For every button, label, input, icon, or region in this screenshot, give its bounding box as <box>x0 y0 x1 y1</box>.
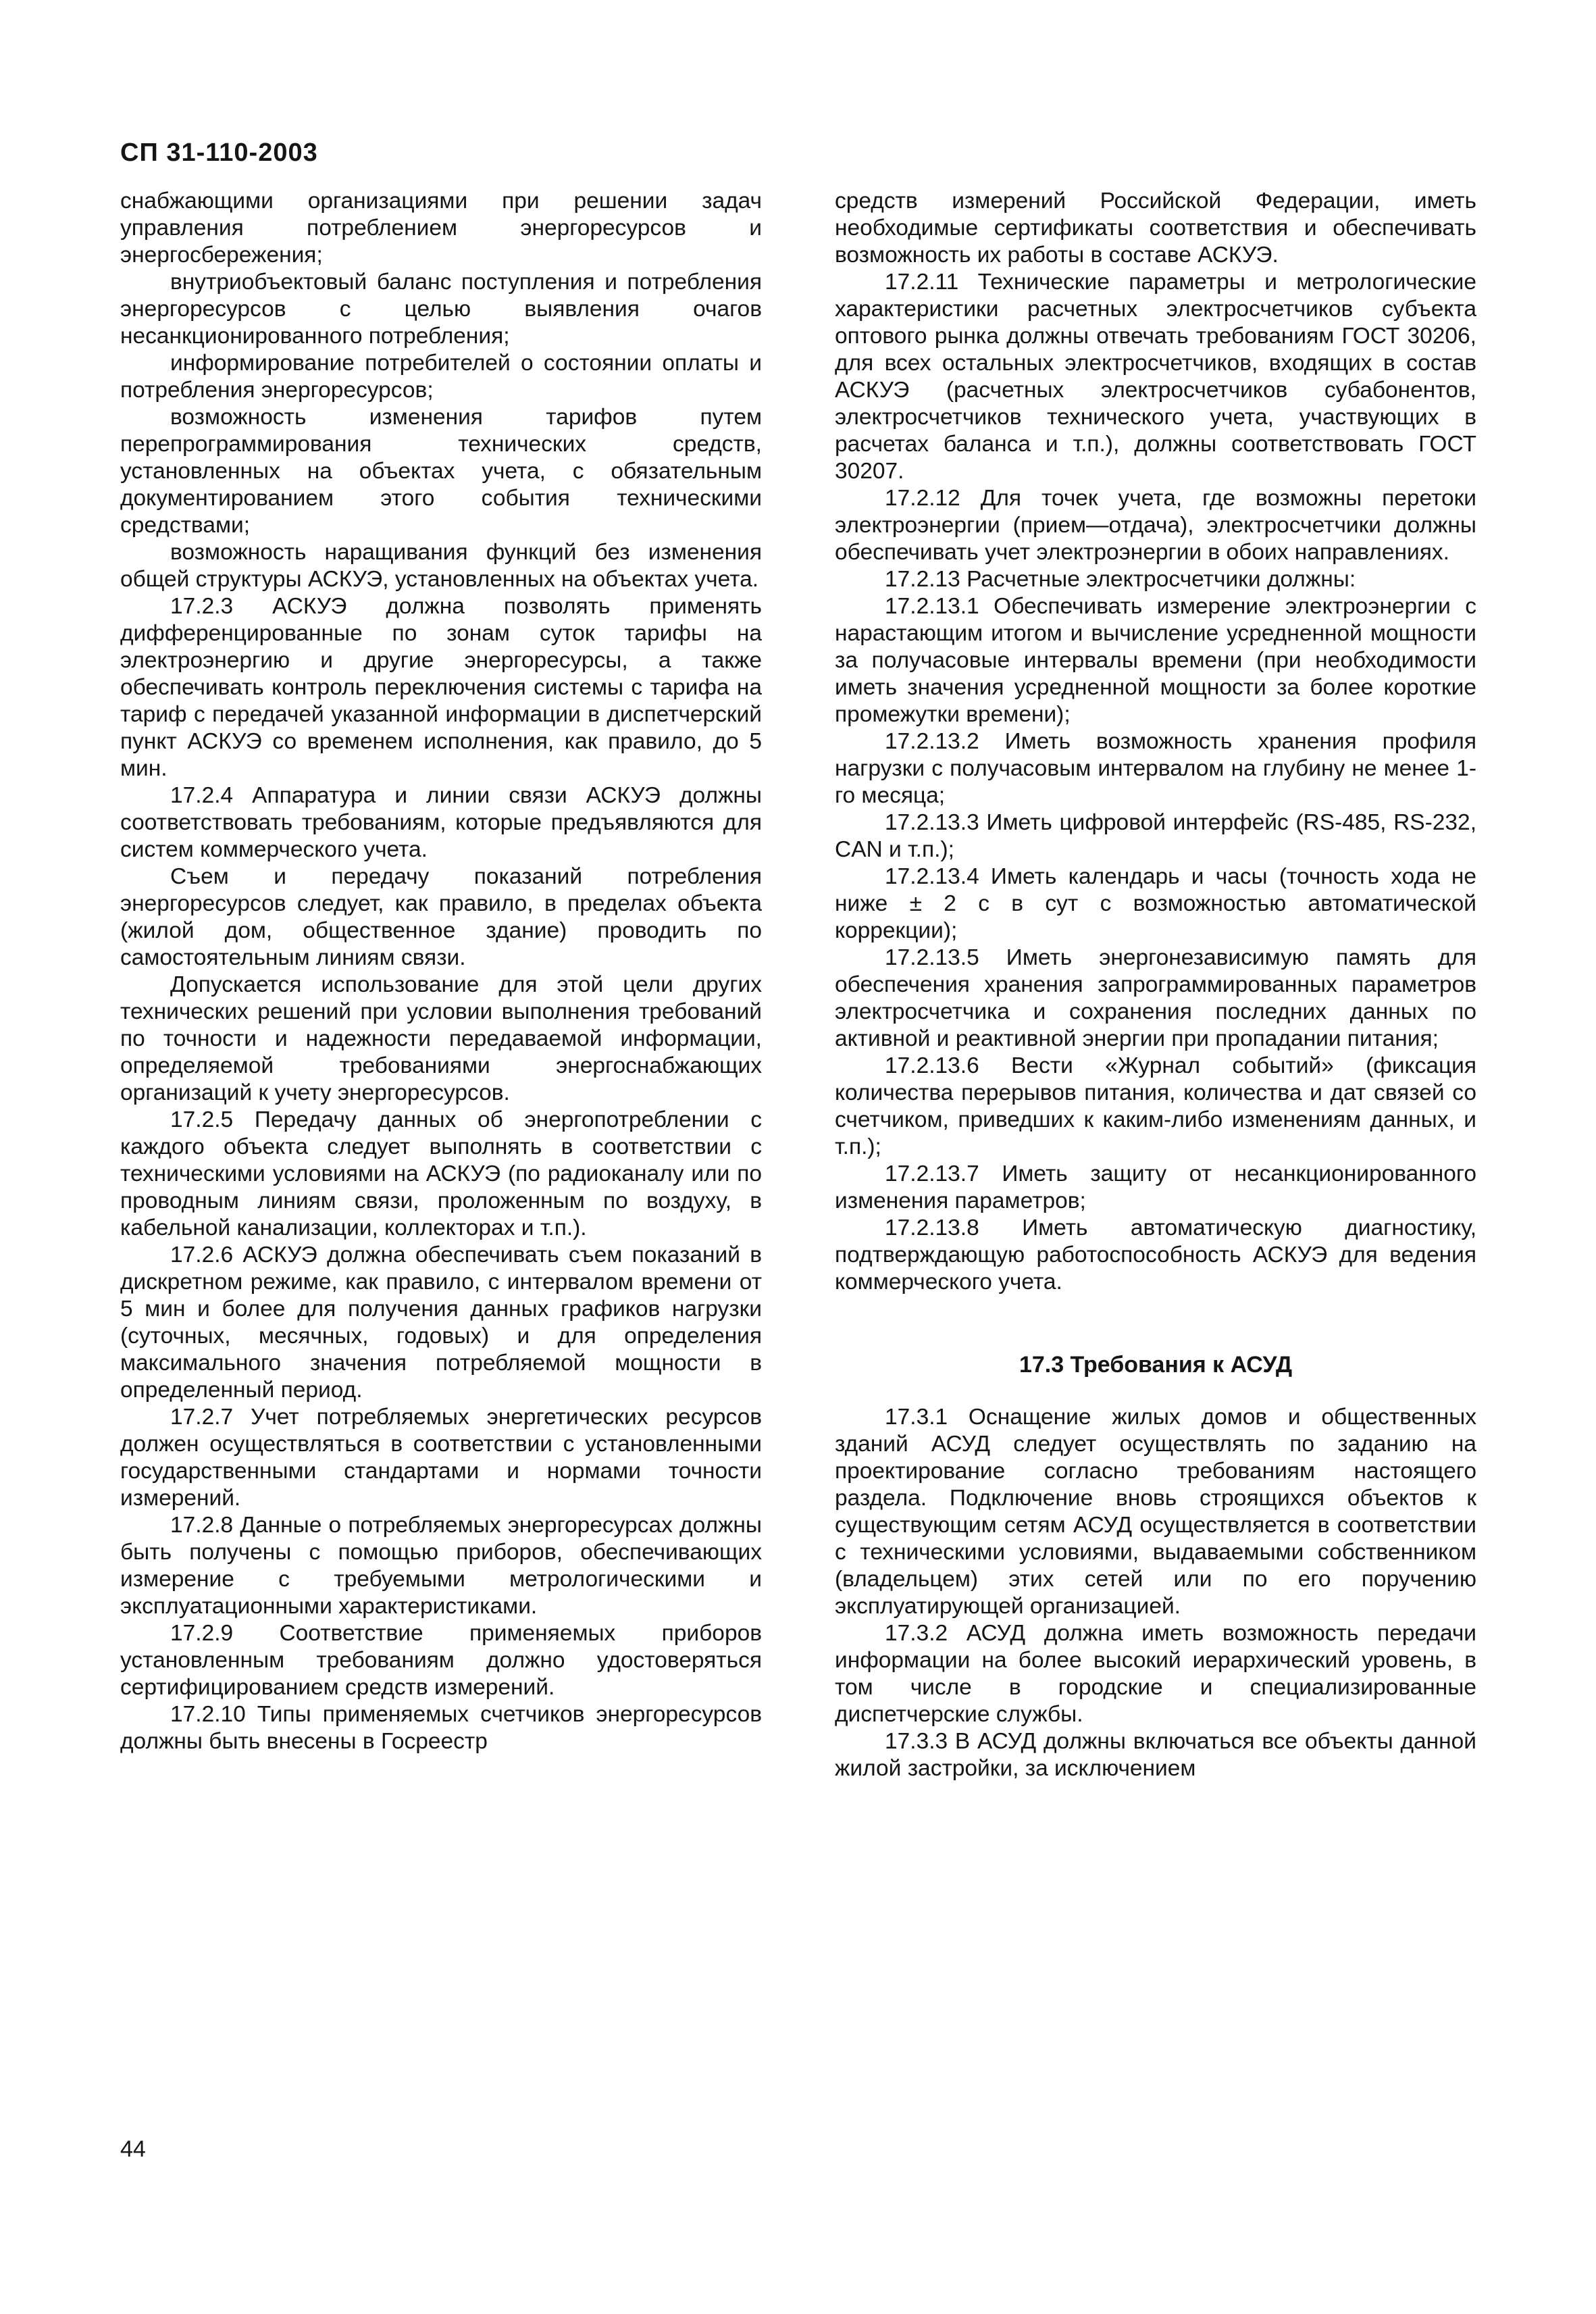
paragraph: возможность наращивания функций без изменения общей структуры АСКУЭ, установленных на объектах учета. <box>120 540 762 592</box>
paragraph: 17.2.13.1 Обеспечивать измерение электроэнергии с нарастающим итогом и вычисление усредненной мощности за получасовые интервалы времени (при необходимости иметь значения усредненной мощности за более короткие промежутки времени); <box>835 594 1476 727</box>
paragraph: 17.2.3 АСКУЭ должна позволять применять дифференцированные по зонам суток тарифы на электроэнергию и другие энергоресурсы, а также обеспечивать контроль переключения системы с тарифа на тариф с передачей указанной информации в диспетчерский пункт АСКУЭ со временем исполнения, как правило, до 5 мин. <box>120 594 762 781</box>
paragraph: 17.3.1 Оснащение жилых домов и общественных зданий АСУД следует осуществлять по заданию на проектирование согласно требованиям настоящего раздела. Подключение вновь строящихся объектов к существующим сетям АСУД осуществляется в соответствии с техническими условиями, выдаваемыми собственником (владельцем) этих сетей или по его поручению эксплуатирующей организацией. <box>835 1405 1476 1619</box>
section-heading: 17.3 Требования к АСУД <box>1019 1352 1293 1378</box>
paragraph: Съем и передачу показаний потребления энергоресурсов следует, как правило, в пределах объекта (жилой дом, общественное здание) проводить по самостоятельным линиям связи. <box>120 864 762 970</box>
paragraph: 17.2.5 Передачу данных об энергопотреблении с каждого объекта следует выполнять в соответствии с техническими условиями на АСКУЭ (по радиоканалу или по проводным линиям связи, проложенным по воздуху, в кабельной канализации, коллекторах и т.п.). <box>120 1107 762 1240</box>
paragraph: 17.2.6 АСКУЭ должна обеспечивать съем показаний в дискретном режиме, как правило, с интервалом времени от 5 мин и более для получения данных графиков нагрузки (суточных, месячных, годовых) и для определения максимального значения потребляемой мощности в определенный период. <box>120 1242 762 1403</box>
paragraph: 17.2.9 Соответствие применяемых приборов установленным требованиям должно удостоверяться сертифицированием средств измерений. <box>120 1621 762 1700</box>
right-column <box>835 188 1476 1782</box>
paragraph: 17.2.11 Технические параметры и метрологические характеристики расчетных электросчетчиков субъекта оптового рынка должны отвечать требованиям ГОСТ 30206, для всех остальных электросчетчиков, входящих в состав АСКУЭ (расчетных электросчетчиков субабонентов, электросчетчиков технического учета, участвующих в расчетах баланса и т.п.), должны соответствовать ГОСТ 30207. <box>835 270 1476 484</box>
paragraph: 17.2.12 Для точек учета, где возможны перетоки электроэнергии (прием—отдача), электросчетчики должны обеспечивать учет электроэнергии в обоих направлениях. <box>835 486 1476 565</box>
paragraph: 17.2.13.5 Иметь энергонезависимую память для обеспечения хранения запрограммированных параметров электросчетчика и сохранения последних данных по активной и реактивной энергии при пропадании питания; <box>835 945 1476 1051</box>
paragraph: средств измерений Российской Федерации, иметь необходимые сертификаты соответствия и обеспечивать возможность их работы в составе АСКУЭ. <box>835 188 1476 268</box>
paragraph: снабжающими организациями при решении задач управления потреблением энергоресурсов и энергосбережения; <box>120 188 762 268</box>
paragraph: 17.3.3 В АСУД должны включаться все объекты данной жилой застройки, за исключением <box>835 1729 1476 1781</box>
paragraph: возможность изменения тарифов путем перепрограммирования технических средств, установленных на объектах учета, с обязательным документированием этого события техническими средствами; <box>120 405 762 538</box>
paragraph: 17.3.2 АСУД должна иметь возможность передачи информации на более высокий иерархический уровень, в том числе в городские и специализированные диспетчерские службы. <box>835 1621 1476 1727</box>
paragraph: 17.2.13.4 Иметь календарь и часы (точность хода не ниже ± 2 с в сут с возможностью автоматической коррекции); <box>835 864 1476 943</box>
left-column <box>120 188 762 1755</box>
paragraph: внутриобъектовый баланс поступления и потребления энергоресурсов с целью выявления очагов несанкционированного потребления; <box>120 270 762 349</box>
paragraph: 17.2.13.3 Иметь цифровой интерфейс (RS-485, RS-232, CAN и т.п.); <box>835 810 1476 862</box>
paragraph: 17.2.13.6 Вести «Журнал событий» (фиксация количества перерывов питания, количества и дат связей со счетчиком, приведших к каким-либо изменениям данных, и т.п.); <box>835 1053 1476 1159</box>
paragraph: 17.2.4 Аппаратура и линии связи АСКУЭ должны соответствовать требованиям, которые предъявляются для систем коммерческого учета. <box>120 783 762 862</box>
paragraph: 17.2.10 Типы применяемых счетчиков энергоресурсов должны быть внесены в Госреестр <box>120 1702 762 1754</box>
paragraph: 17.2.13.2 Иметь возможность хранения профиля нагрузки с получасовым интервалом на глубину не менее 1-го месяца; <box>835 729 1476 808</box>
paragraph: 17.2.13.8 Иметь автоматическую диагностику, подтверждающую работоспособность АСКУЭ для ведения коммерческого учета. <box>835 1215 1476 1294</box>
paragraph: 17.2.13 Расчетные электросчетчики должны: <box>885 567 1356 592</box>
document-code-header: СП 31-110-2003 <box>120 139 318 167</box>
paragraph: 17.2.7 Учет потребляемых энергетических ресурсов должен осуществляться в соответствии с установленными государственными стандартами и нормами точности измерений. <box>120 1405 762 1511</box>
page-number: 44 <box>120 2136 146 2162</box>
paragraph: информирование потребителей о состоянии оплаты и потребления энергоресурсов; <box>120 351 762 403</box>
paragraph: 17.2.8 Данные о потребляемых энергоресурсах должны быть получены с помощью приборов, обеспечивающих измерение с требуемыми метрологическими и эксплуатационными характеристиками. <box>120 1513 762 1619</box>
paragraph: 17.2.13.7 Иметь защиту от несанкционированного изменения параметров; <box>835 1161 1476 1213</box>
paragraph: Допускается использование для этой цели других технических решений при условии выполнения требований по точности и надежности передаваемой информации, определяемой требованиями энергоснабжающих организаций к учету энергоресурсов. <box>120 972 762 1105</box>
